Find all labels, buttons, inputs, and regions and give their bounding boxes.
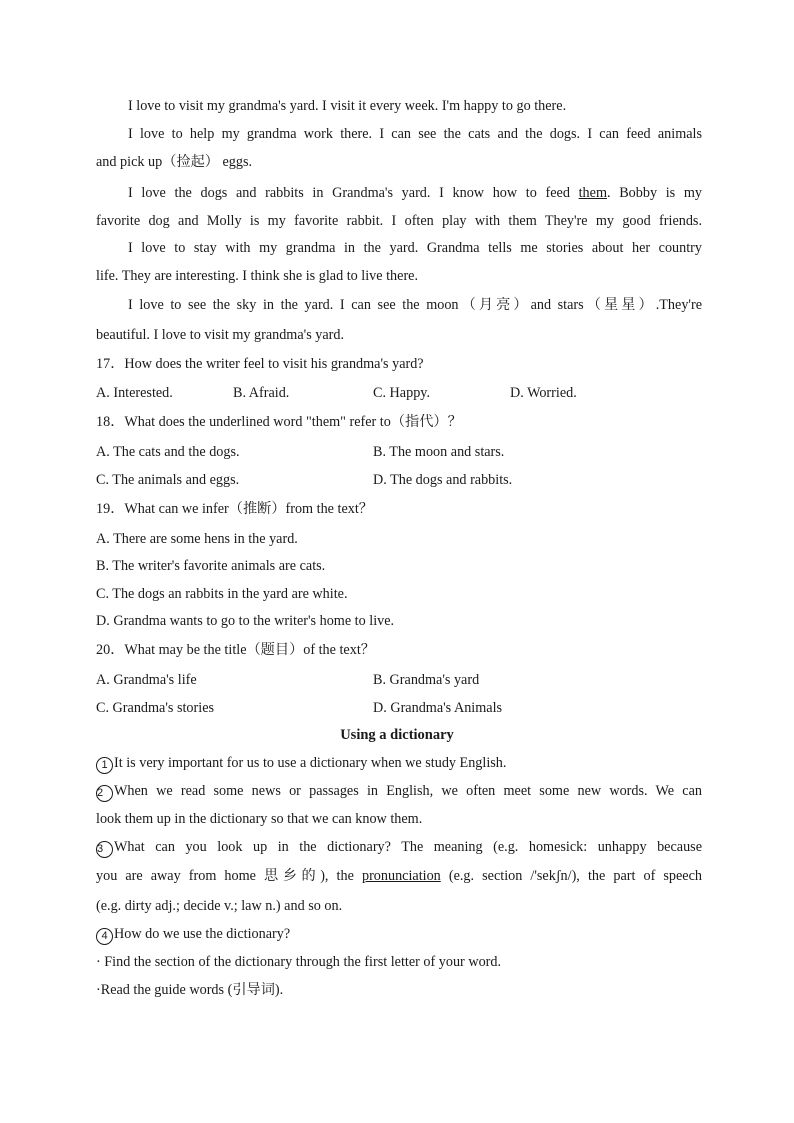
passage-paragraph-2-line-1: I love to help my grandma work there. I can see the cats and the dogs. I can feed animals [128, 126, 702, 142]
question-18-option-a[interactable]: A. The cats and the dogs. [96, 444, 240, 460]
dictionary-paragraph-2-line-2: look them up in the dictionary so that we can know them. [96, 811, 423, 827]
paragraph-text: It is very important for us to use a dictionary when we study English. [114, 755, 507, 771]
passage-paragraph-3-line-1 [128, 184, 702, 202]
question-18-stem: 18．What does the underlined word "them" refer to（指代）？ [96, 414, 462, 430]
passage-paragraph-1: I love to visit my grandma's yard. I visit it every week. I'm happy to go there. [128, 98, 567, 114]
passage-paragraph-2-line-2: and pick up（捡起） eggs. [96, 154, 253, 170]
question-19-option-c[interactable]: C. The dogs an rabbits in the yard are white. [96, 586, 348, 602]
dictionary-paragraph-1 [96, 754, 702, 774]
passage-paragraph-3-line-2: favorite dog and Molly is my favorite rabbit. I often play with them They're my good friends. [96, 213, 702, 229]
question-19-option-d[interactable]: D. Grandma wants to go to the writer's home to live. [96, 613, 395, 629]
question-18-option-d[interactable]: D. The dogs and rabbits. [373, 472, 513, 488]
bullet-item-2: ·Read the guide words (引导词). [96, 982, 284, 998]
question-18-option-c[interactable]: C. The animals and eggs. [96, 472, 240, 488]
paragraph-text: (e.g. section /'sekʃn/), the part of speech [440, 868, 702, 884]
dictionary-paragraph-3-line-2 [96, 867, 702, 885]
section-title: Using a dictionary [340, 727, 454, 743]
passage-paragraph-5-line-2: beautiful. I love to visit my grandma's yard. [96, 327, 345, 343]
circled-number-2: 2 [96, 785, 113, 802]
question-17-option-a[interactable]: A. Interested. [96, 385, 173, 401]
passage-paragraph-5-line-1: I love to see the sky in the yard. I can see the moon（月亮）and stars（星星）.They're [128, 297, 702, 313]
circled-number-1: 1 [96, 757, 113, 774]
question-19-stem: 19．What can we infer（推断）from the text？ [96, 501, 373, 517]
question-20-stem: 20．What may be the title（题目）of the text？ [96, 642, 375, 658]
question-20-option-a[interactable]: A. Grandma's life [96, 672, 197, 688]
dictionary-paragraph-3-line-1 [96, 838, 702, 858]
circled-number-3: 3 [96, 841, 113, 858]
circled-number-4: 4 [96, 928, 113, 945]
question-19-option-b[interactable]: B. The writer's favorite animals are cats. [96, 558, 326, 574]
paragraph-text: How do we use the dictionary? [114, 926, 291, 942]
question-18-option-b[interactable]: B. The moon and stars. [373, 444, 505, 460]
underlined-word-pronunciation: pronunciation [361, 868, 441, 884]
question-17-option-d[interactable]: D. Worried. [510, 385, 577, 401]
paragraph-text: When we read some news or passages in English, we often meet some new words. We can [114, 783, 702, 799]
paragraph-text: you are away from home 思乡的), the [96, 868, 362, 884]
question-17-stem: 17．How does the writer feel to visit his grandma's yard? [96, 356, 424, 372]
question-17-option-b[interactable]: B. Afraid. [233, 385, 290, 401]
underlined-word-them: them [578, 185, 607, 201]
bullet-item-1: · Find the section of the dictionary through the first letter of your word. [96, 954, 502, 970]
passage-text: . Bobby is my [606, 185, 702, 201]
dictionary-paragraph-3-line-3: (e.g. dirty adj.; decide v.; law n.) and so on. [96, 898, 343, 914]
question-20-option-c[interactable]: C. Grandma's stories [96, 700, 215, 716]
passage-text: I love the dogs and rabbits in Grandma's yard. I know how to feed [128, 185, 579, 201]
question-19-option-a[interactable]: A. There are some hens in the yard. [96, 531, 298, 547]
dictionary-paragraph-4 [96, 925, 702, 945]
passage-paragraph-4-line-1: I love to stay with my grandma in the yard. Grandma tells me stories about her country [128, 240, 702, 256]
passage-paragraph-4-line-2: life. They are interesting. I think she is glad to live there. [96, 268, 419, 284]
question-20-option-d[interactable]: D. Grandma's Animals [373, 700, 503, 716]
paragraph-text: What can you look up in the dictionary? The meaning (e.g. homesick: unhappy because [114, 839, 702, 855]
dictionary-paragraph-2-line-1 [96, 782, 702, 802]
question-20-option-b[interactable]: B. Grandma's yard [373, 672, 480, 688]
question-17-option-c[interactable]: C. Happy. [373, 385, 431, 401]
